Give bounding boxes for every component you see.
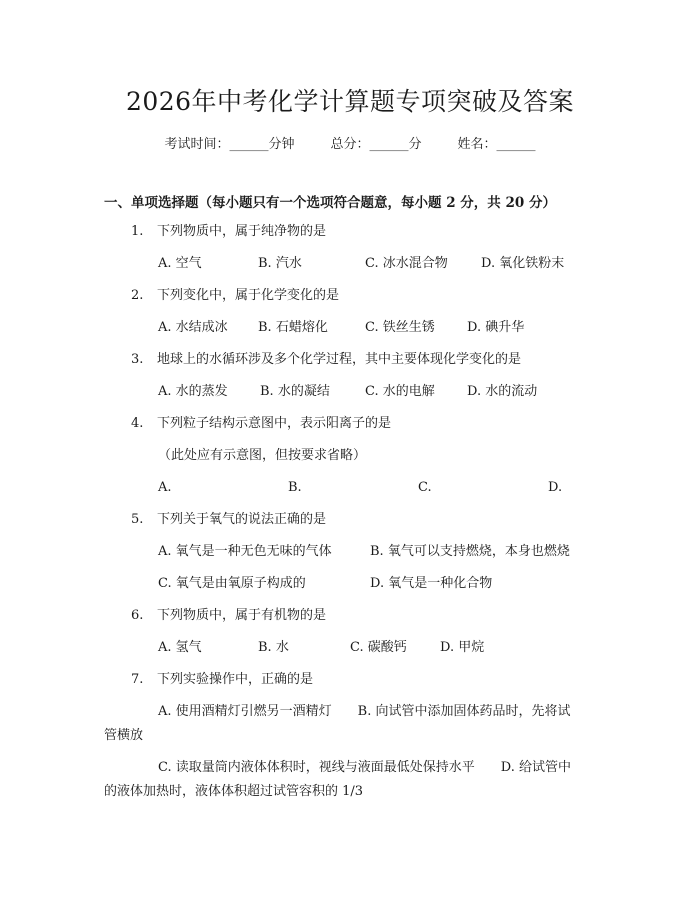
question [131,287,339,305]
question-text: 下列实验操作中，正确的是 [157,672,314,687]
option-b: B. 汽水 [258,256,302,271]
question-text: 下列关于氧气的说法正确的是 [157,512,327,527]
question-number: 3. [131,352,144,367]
option-b: B. 氧气可以支持燃烧，本身也燃烧 [370,544,570,559]
question-text: 下列物质中，属于有机物的是 [157,608,327,623]
question-number: 1. [131,224,144,239]
option-c: C. [418,480,432,495]
page-title: 2026年中考化学计算题专项突破及答案 [125,87,575,116]
option-a: A. [158,480,172,495]
diagram-omitted-note: （此处应有示意图，但按要求省略） [158,448,367,463]
question [131,223,326,241]
exam-meta [0,133,700,152]
question [131,415,391,433]
option-a: A. 水结成冰 [158,320,228,335]
option-c: C. 水的电解 [365,384,435,399]
section-heading: 一、单项选择题（每小题只有一个选项符合题意，每小题 2 分，共 20 分） [104,195,556,211]
option-c: C. 碳酸钙 [350,640,407,655]
option-b: B. 水 [258,640,289,655]
question-text: 下列物质中，属于纯净物的是 [157,224,327,239]
option-d: D. [548,480,563,495]
options-text-line: C. 读取量筒内液体体积时，视线与液面最低处保持水平 D. 给试管中 [158,760,571,775]
total-score-field: 总分：______分 [330,137,422,152]
options-text-line: A. 使用酒精灯引燃另一酒精灯 B. 向试管中添加固体药品时，先将试 [158,704,571,719]
option-d: D. 氧化铁粉末 [481,256,565,271]
question-number: 4. [131,416,144,431]
option-c: C. 铁丝生锈 [365,320,435,335]
option-d: D. 水的流动 [467,384,538,399]
student-name-field: 姓名：______ [457,137,536,152]
question-number: 5. [131,512,144,527]
exam-time-field: 考试时间：______分钟 [164,137,295,152]
options-text-line: 管横放 [104,728,144,743]
option-a: A. 空气 [158,256,202,271]
option-a: A. 氢气 [158,640,202,655]
option-b: B. [288,480,302,495]
option-c: C. 氧气是由氧原子构成的 [158,576,306,591]
option-c: C. 冰水混合物 [365,256,448,271]
question-text: 下列粒子结构示意图中，表示阳离子的是 [157,416,392,431]
option-b: B. 石蜡熔化 [258,320,328,335]
question-text: 下列变化中，属于化学变化的是 [157,288,340,303]
question-number: 6. [131,608,144,623]
question [131,607,326,625]
option-a: A. 水的蒸发 [158,384,228,399]
option-a: A. 氧气是一种无色无味的气体 [158,544,332,559]
question-text: 地球上的水循环涉及多个化学过程，其中主要体现化学变化的是 [157,352,522,367]
question-number: 2. [131,288,144,303]
option-d: D. 碘升华 [467,320,525,335]
question-number: 7. [131,672,144,687]
question [131,511,326,529]
option-b: B. 水的凝结 [260,384,330,399]
question [131,351,521,369]
options-text-line: 的液体加热时，液体体积超过试管容积的 1/3 [104,784,364,799]
question [131,671,313,689]
option-d: D. 氧气是一种化合物 [370,576,493,591]
option-d: D. 甲烷 [440,640,485,655]
